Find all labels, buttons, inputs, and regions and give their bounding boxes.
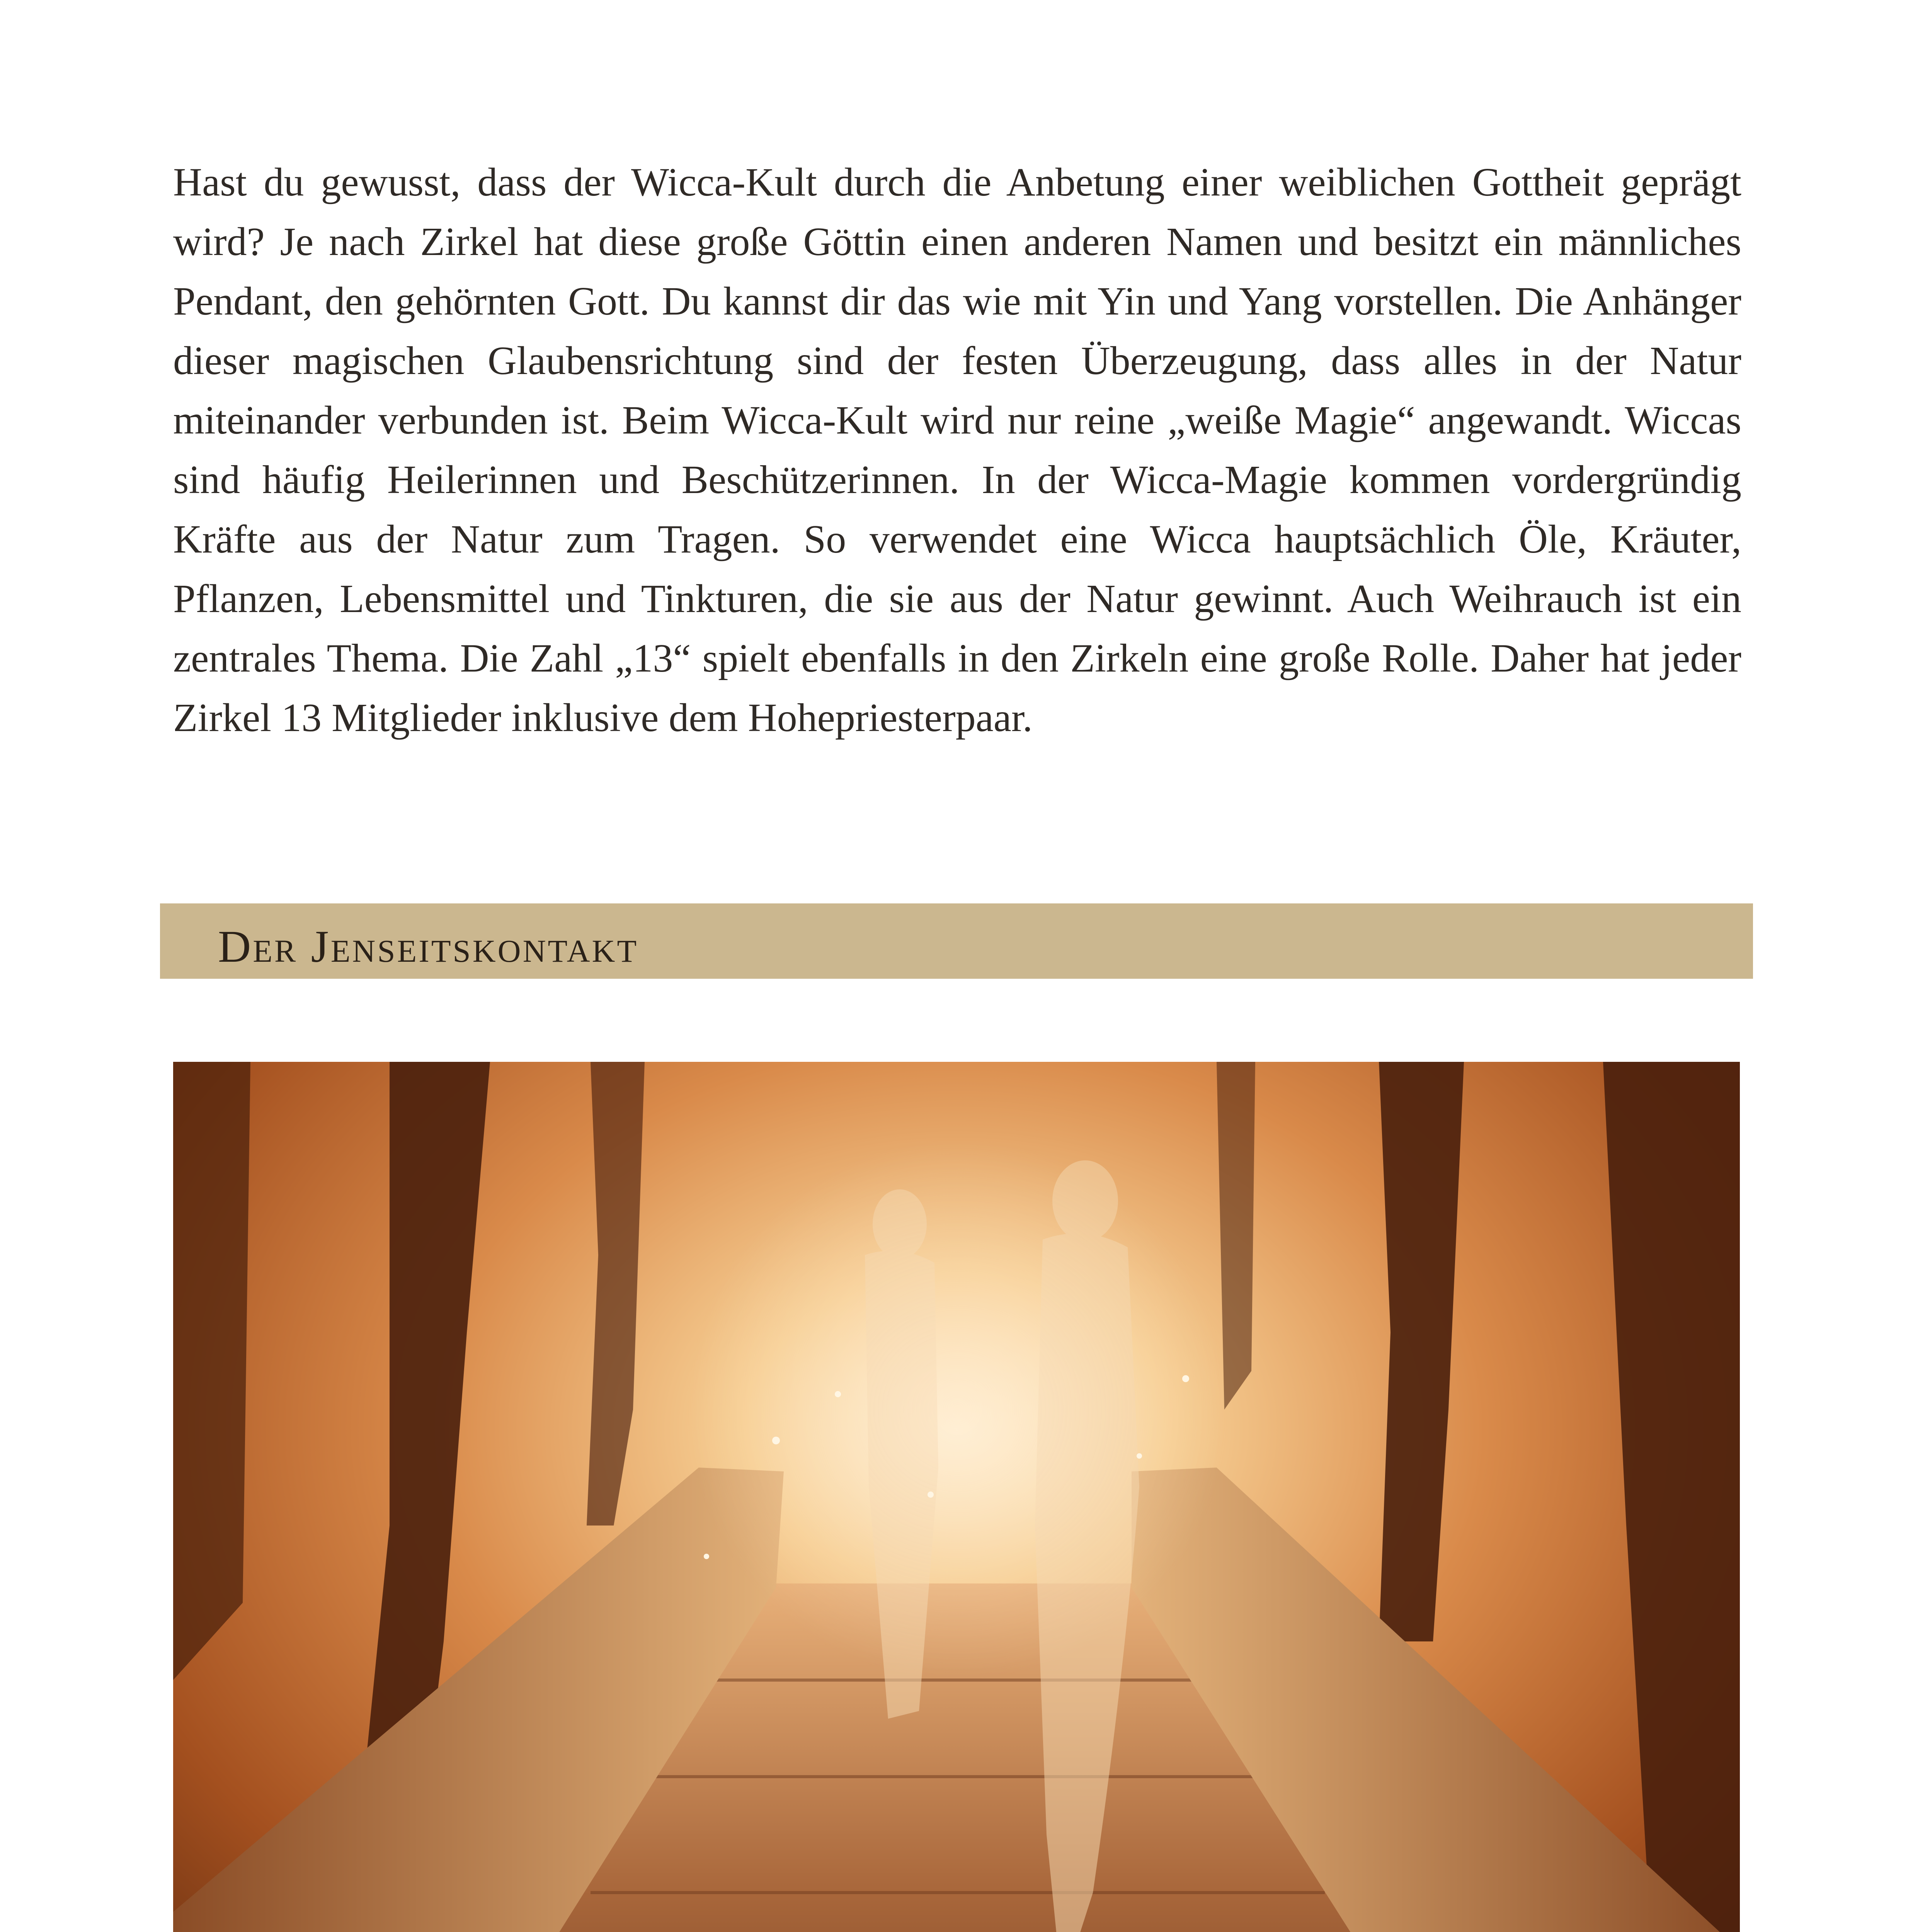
body-paragraph: Hast du gewusst, dass der Wicca-Kult durch die Anbetung einer weiblichen Gottheit geprägt wird? Je nach Zirkel hat diese große Göttin einen anderen Namen und besitzt ein männliches Pendant, den gehörnten Gott. Du kannst dir das wie mit Yin und Yang vorstellen. Die Anhänger dieser magischen Glaubensrichtung sind der festen Überzeugung, dass alles in der Natur miteinander verbunden ist. Beim Wicca-Kult wird nur reine „weiße Magie“ angewandt. Wiccas sind häufig Heilerinnen und Beschützerinnen. In der Wicca-Magie kommen vordergründig Kräfte aus der Natur zum Tragen. So verwendet eine Wicca hauptsächlich Öle, Kräuter, Pflanzen, Lebensmittel und Tinkturen, die sie aus der Natur gewinnt. Auch Weihrauch ist ein zentrales Thema. Die Zahl „13“ spielt ebenfalls in den Zirkeln eine große Rolle. Daher hat jeder Zirkel 13 Mitglieder inklusive dem Hohepriesterpaar. [173,160,1741,740]
illustration-bridge-figures [173,1062,1740,1932]
section-heading-bar [160,903,1753,979]
illustration-artwork [173,1062,1740,1932]
section-heading: Der Jenseitskontakt [218,921,639,972]
